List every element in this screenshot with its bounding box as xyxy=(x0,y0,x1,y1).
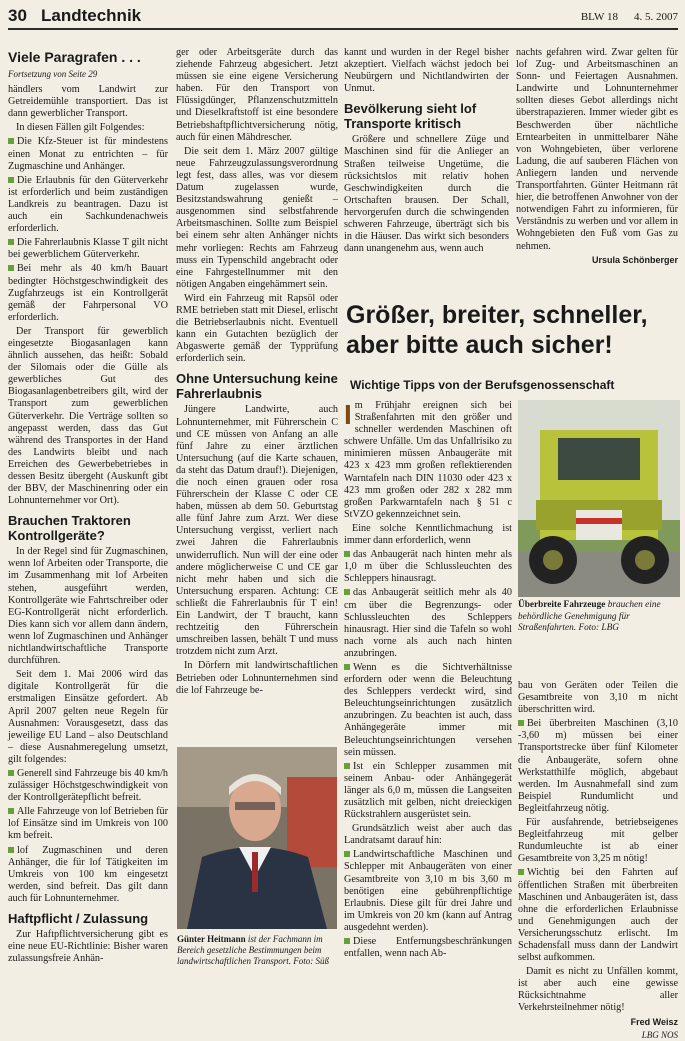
bullet-item: Bei überbreiten Maschinen (3,10 -3,60 m) müssen bei einer Transportstrecke über fünf Kilometer die Anbaugeräte, sofern ohne Werkstatthilfe möglich, abgebaut werden. Im Ausnahmefall sind zum Beispiel Rundumlicht und Begleitfahrzeug nötig. xyxy=(518,718,678,814)
article-subheadline: Wichtige Tipps von der Berufsgenossenschaft xyxy=(350,378,615,392)
bullet-icon xyxy=(8,177,14,183)
paragraph: Für ausfahrende, betriebseigenes Begleitfahrzeug mit gelber Rundumleuchte ist ab einer Gesamtbreite von 3,25 m nötig! xyxy=(518,817,678,865)
photo-caption: Überbreite Fahrzeuge brauchen eine behördliche Genehmigung für Straßenfahrten. Foto: LBG xyxy=(518,600,661,633)
bullet-icon xyxy=(8,847,14,853)
drop-cap: I xyxy=(344,399,352,430)
bullet-icon xyxy=(8,808,14,814)
paragraph: Damit es nicht zu Unfällen kommt, ist aber auch eine gewisse Rücksichtnahme aller Verkehrsteilnehmer nötig! xyxy=(518,966,678,1014)
bullet-icon xyxy=(344,851,350,857)
bullet-icon xyxy=(344,664,350,670)
bullet-item: Wenn es die Sichtverhältnisse erfordern oder wenn die Beleuchtung des Schleppers verdeckt wird, sind Beleuchtungseinrichtungen zusätzlich anzubringen. Zu beachten ist auch, dass Anhängegeräte immer mit Beleuchtungseinrichtungen versehen sein müssen. xyxy=(344,661,512,758)
bullet-icon xyxy=(8,265,14,271)
paragraph: Im Frühjahr ereignen sich bei Straßenfahrten mit den größer und schneller werdenden Maschinen oft schwere Unfälle. Um das Unfallrisiko zu minimieren müssen Anbaugeräte mit 423 x 423 mm großen reflektierenden Warntafeln nach DIN 11030 oder 423 x 423 mm großen oder 282 x 282 mm großen Parkwarntafeln nach § 51 c StVZO gekennzeichnet sein. xyxy=(344,399,512,520)
column-1 xyxy=(8,47,168,987)
author: Ursula Schönberger xyxy=(591,254,678,265)
bullet-icon xyxy=(344,589,350,595)
column-4-lower xyxy=(518,680,678,1040)
article-headline: Größer, breiter, schneller, aber bitte auch sicher! xyxy=(346,301,648,359)
bullet-item: Generell sind Fahrzeuge bis 40 km/h zulässiger Höchstgeschwindigkeit von der Kontrollgerätepflicht befreit. xyxy=(8,767,168,804)
bullet-item: das Anbaugerät seitlich mehr als 40 cm über die Begrenzungs- oder Schlussleuchten des Schleppers hinausragt. Hier sind die Tafeln so wohl nach vorne als auch nach hinten anzubringen. xyxy=(344,587,512,659)
bullet-item: lof Zugmaschinen und deren Anhänger, die für lof Tätigkeiten im Umkreis von 100 km eingesetzt werden, sind befreit. Das gilt dann auch für Lohnunternehmer. xyxy=(8,844,168,904)
paragraph: Die seit dem 1. März 2007 gültige neue Fahrzeugzulassungsverordnung legt fest, dass alles, was vor diesem Datum zugelassen wurde, Besitzstandswahrung genießt – ausgenommen sind selbstfahrende Arbeitsmaschinen. Sollte zum Beispiel bei einem sehr alten Anhänger nichts mehr vorliegen: Rechts am Fahrzeug muss ein Typenschild angebracht oder eine Fahrgestellnummer mit den nötigen Angaben eingehämmert sein. xyxy=(176,145,338,290)
paragraph: ger oder Arbeitsgeräte durch das ziehende Fahrzeug abgesichert. Jetzt müssen sie eine eigene Versicherung haben. Für den Transport von Flüssigdünger, Pflanzenschutzmitteln und Dieselkraftstoff ist eine besondere Betriebshaftpflichtversicherung nötig, auch für einen Mähdrescher. xyxy=(176,47,338,143)
subheading: Ohne Untersuchung keine Fahrerlaubnis xyxy=(176,371,338,402)
paragraph: Größere und schnellere Züge und Maschinen sind für die Anlieger an Straßen teilweise Ungetüme, die rücksichtslos mit relativ hohen Geschwindigkeiten durch die Ortschaften brausen. Der Schall, hervorgerufen durch die schwingenden schweren Fahrzeuge, überträgt sich bis in die Häuser. Das wirkt sich besonders dann unangenehm aus, wenn auch xyxy=(344,134,509,255)
paragraph: Zur Haftpflichtversicherung gibt es eine neue EU-Richtlinie: Bisher waren zulassungsfreie Anhän- xyxy=(8,929,168,965)
column-4 xyxy=(516,47,678,297)
bullet-item: Diese Entfernungsbeschränkungen entfallen, wenn nach Ab- xyxy=(344,936,512,960)
paragraph: Grundsätzlich weist aber auch das Landratsamt darauf hin: xyxy=(344,823,512,847)
subheading: Brauchen Traktoren Kontrollgeräte? xyxy=(8,513,131,544)
issue-date: 4. 5. 2007 xyxy=(634,11,678,23)
bullet-item: Landwirtschaftliche Maschinen und Schlepper mit Anbaugeräten von einer Gesamtbreite von 3,10 m bis 3,60 m benötigen eine gebührenpflichtige Erlaubnis. Diese gilt für drei Jahre und im Umkreis von 20 km (kann auf Antrag ausgedehnt werden). xyxy=(344,849,512,933)
bullet-item: Die Fahrerlaubnis Klasse T gilt nicht bei gewerblichem Güterverkehr. xyxy=(8,237,168,261)
paragraph: Der Transport für gewerblich eingesetzte Biogasanlagen kann ähnlich aussehen, das heißt: Sobald der Silomais oder die Gülle als gewerbliches Gut des Biogasanlagenbetreibers gilt, wird der Transport zum gewerblichen Güterverkehr. Die Verträge sollten so angepasst werden, dass das Gut während des Transportes in der Hand des Landwirts bleibt und nach Erreichen des Gewerbebetriebes in dessen Besitz übergeht (Auskunft gibt der BBV, der Maschinenring oder ein Lohnunternehmer vor Ort). xyxy=(8,325,168,507)
paragraph: bau von Geräten oder Teilen die Gesamtbreite von 3,10 m nicht überschritten wird. xyxy=(518,680,678,716)
bullet-item: Wichtig bei den Fahrten auf öffentlichen Straßen mit überbreiten Maschinen und Anbaugeräten ist, dass ohne die erforderlichen Erlaubnisse und Genehmigungen auch der Versicherungsschutz erlischt. Im Schadensfall muss dann der Landwirt selbst aufkommen. xyxy=(518,867,678,964)
bullet-icon xyxy=(344,763,350,769)
bullet-icon xyxy=(344,938,350,944)
issue-label: BLW 18 xyxy=(580,11,618,23)
page-header xyxy=(8,6,678,30)
bullet-icon xyxy=(518,720,524,726)
paragraph: kannt und wurden in der Regel bisher akzeptiert. Vielfach wächst jedoch bei Neubürgern und Nichtlandwirten der Unmut. xyxy=(344,47,509,95)
photo-credit: Foto: Süß xyxy=(293,956,330,966)
column-2 xyxy=(176,47,338,782)
paragraph: In der Regel sind für Zugmaschinen, wenn lof Arbeiten oder Transporte, die im Zusammenhang mit lof Arbeiten stehen, ausgeführt werden, Kontrollgeräte wie Fahrtschreiber oder EG-Kontrollgerät nicht erforderlich. Dies kann sich vor allem dann ändern, wenn lof Zugmaschinen und Anhänger nichtlandwirtschaftliche Transporte durchführen. xyxy=(8,546,168,667)
paragraph: nachts gefahren wird. Zwar gelten für lof Zug- und Arbeitsmaschinen an Sonn- und Feiertagen Ausnahmen. Landwirte und Lohnunternehmer sollten dieses Gebot allerdings nicht überstrapazieren. Immer wieder gibt es Beschwerden über nächtliche Erntearbeiten in unmittelbarer Nähe von Wohngebieten, über verlorene Ladung, die auf sauberen Flächen von Anliegern landen und nervende Transportfahrten. Günter Heitmann rät hier, die betroffenen Anwohner von der notwendigen Fahrt zu informieren, für Verständnis zu werben und vor allem in Wohngebieten den Fuß vom Gas zu nehmen. xyxy=(516,47,678,252)
paragraph: In diesen Fällen gilt Folgendes: xyxy=(16,122,145,134)
photo-credit: Foto: LBG xyxy=(578,623,619,633)
harvester-photo xyxy=(518,400,680,597)
column-3-lower xyxy=(344,400,512,985)
paragraph: Wird ein Fahrzeug mit Rapsöl oder RME betrieben statt mit Diesel, erlischt die Betriebserlaubnis nicht. Eventuell kann ein Gutachten bezüglich der Abgaswerte gemäß der Typprüfung erforderlich sein. xyxy=(176,292,338,365)
bullet-icon xyxy=(8,138,14,144)
bullet-item: das Anbaugerät nach hinten mehr als 1,0 m über die Schlussleuchten des Schleppers hinausragt. xyxy=(344,549,512,585)
paragraph: Seit dem 1. Mai 2006 wird das digitale Kontrollgerät für die erstmaligen Einsätze gefordert. Ab April 2007 gelten neue Regeln für Ausnahmen: Vorausgesetzt, dass das jeweilige EU Land – also Deutschland – diese Ausnahmeregelung umsetzt, gilt folgendes: xyxy=(8,669,168,765)
photo-caption: Günter Heitmann ist der Fachmann im Bereich gesetzliche Bestimmungen beim landwirtschaftlichen Transport. Foto: Süß xyxy=(177,934,330,966)
bullet-item: Ist ein Schlepper zusammen mit seinem Anbau- oder Anhängegerät länger als 6,0 m, müssen die Langseiten zusätzlich mit gelben, nicht dreieckigen Rückstrahlern ausgerüstet sein. xyxy=(344,760,512,821)
subheading: Haftpflicht / Zulassung xyxy=(8,911,149,926)
paragraph: Jüngere Landwirte, auch Lohnunternehmer, mit Führerschein C und CE müssen von Anfang an alle fünf Jahre zu einer ärztlichen Untersuchung (auf die Karte schauen, da steht das Datum drauf!). Diejenigen, die noch einen grauen oder rosa Führerschein der Klasse C oder CE haben, müssen ab dem 50. Geburtstag alle fünf Jahre zum Arzt. Wer diese Untersuchung vergisst, verliert nach zwei Jahren die Fahrerlaubnis unwiderruflich. Nun will der eine oder andere möglicherweise C und CE gar nicht mehr haben und sich die Untersuchung ersparen. Achtung: CE schließt die Fahrerlaubnis für T ein! Ein Landwirt, der T braucht, kann rechtzeitig den Führerschein umschreiben lassen, behält T und muss trotzdem nicht zum Arzt. xyxy=(176,404,338,658)
author-affiliation: LBG NOS xyxy=(641,1029,678,1040)
bullet-icon xyxy=(8,770,14,776)
section-title: Landtechnik xyxy=(41,6,142,25)
bullet-item: Die Kfz-Steuer ist für mindestens einen Monat zu entrichten – für Zugmaschine und Anhänger. xyxy=(8,136,168,172)
bullet-icon xyxy=(518,869,524,875)
portrait-photo xyxy=(177,747,337,929)
continuation-note: Fortsetzung von Seite 29 xyxy=(8,69,98,79)
column-3 xyxy=(344,47,509,297)
paragraph: händlers vom Landwirt zur Getreidemühle transportiert. Das ist dann gewerblicher Transport. xyxy=(8,84,168,120)
author: Fred Weisz xyxy=(630,1016,678,1027)
paragraph: Eine solche Kenntlichmachung ist immer dann erforderlich, wenn xyxy=(344,522,512,547)
bullet-item: Bei mehr als 40 km/h Bauart bedingter Höchstgeschwindigkeit des Zugfahrzeugs ist ein Kontrollgerät gemäß der Fahrpersonal VO erforderlich. xyxy=(8,263,168,323)
page-number: 30 xyxy=(8,6,27,25)
bullet-icon xyxy=(8,239,14,245)
article-title: Viele Paragrafen . . . xyxy=(8,49,141,65)
bullet-item: Die Erlaubnis für den Güterverkehr ist erforderlich und beim zuständigen Landkreis zu beantragen. Dazu ist auch ein Sachkundenachweis erforderlich. xyxy=(8,174,168,235)
paragraph: In Dörfern mit landwirtschaftlichen Betrieben oder Lohnunternehmen sind die lof Fahrzeuge be- xyxy=(176,660,338,696)
bullet-item: Alle Fahrzeuge von lof Betrieben für lof Einsätze sind im Umkreis von 100 km befreit. xyxy=(8,806,168,842)
bullet-icon xyxy=(344,551,350,557)
subheading: Bevölkerung sieht lof Transporte kritisch xyxy=(344,101,477,132)
